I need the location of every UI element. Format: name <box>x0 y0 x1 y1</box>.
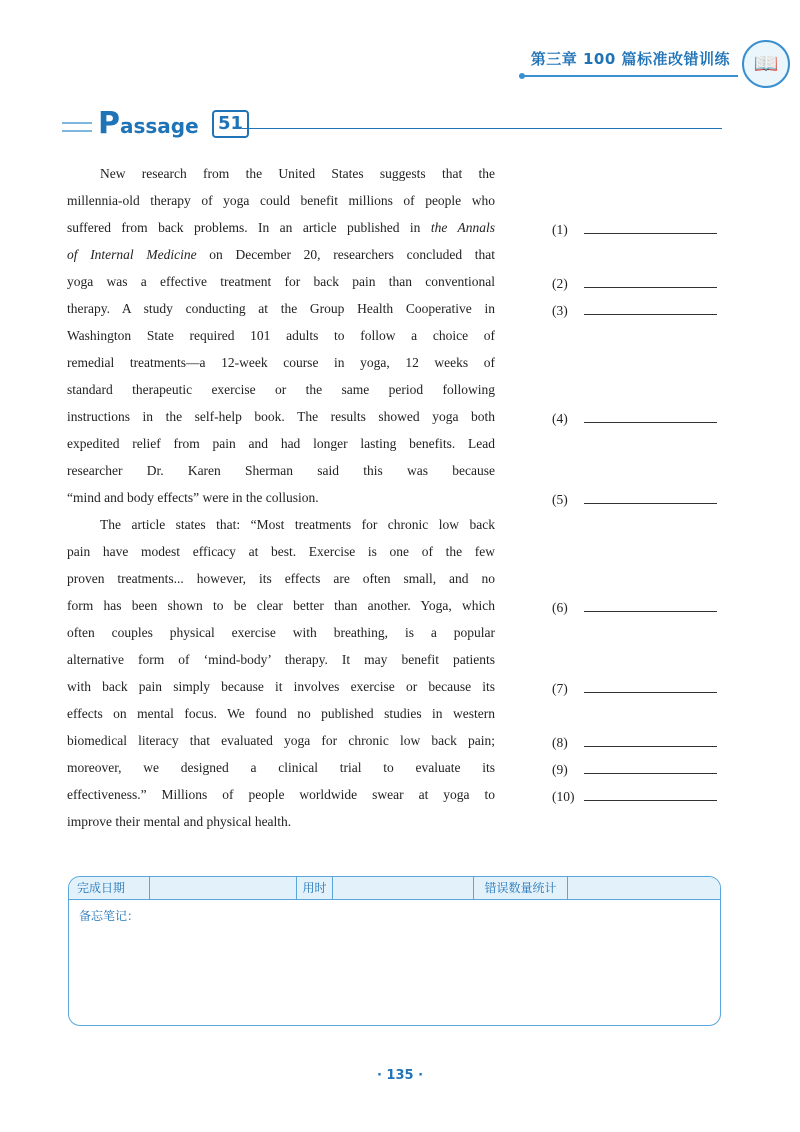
passage-title <box>98 108 199 142</box>
answer-blank-1[interactable]: (1) <box>552 221 717 239</box>
passage-title-rest: assage <box>120 114 199 138</box>
record-header-row <box>69 877 720 900</box>
answer-blank-3[interactable]: (3) <box>552 302 717 320</box>
answer-blank-5[interactable]: (5) <box>552 491 717 509</box>
passage-line: moreover, we designed a clinical trial to evaluate its <box>67 760 495 775</box>
passage-line: “mind and body effects” were in the collusion. <box>67 490 319 505</box>
errors-label: 错误数量统计 <box>473 877 567 899</box>
title-dash <box>62 122 92 132</box>
passage-line: biomedical literacy that evaluated yoga for chronic low back pain; <box>67 733 495 748</box>
passage-line: pain have modest efficacy at best. Exercise is one of the few <box>67 544 495 559</box>
chapter-title: 第三章 100 篇标准改错训练 <box>519 48 738 77</box>
answer-blank-6[interactable]: (6) <box>552 599 717 617</box>
answer-blank-10[interactable]: (10) <box>552 788 717 806</box>
passage-line: often couples physical exercise with breathing, is a popular <box>67 625 495 640</box>
passage-line: yoga was a effective treatment for back pain than conventional <box>67 274 495 289</box>
book-icon: 📖 <box>753 53 779 75</box>
chapter-header <box>519 44 779 80</box>
passage-line: form has been shown to be clear better than another. Yoga, which <box>67 598 495 613</box>
passage-line: therapy. A study conducting at the Group Health Cooperative in <box>67 301 495 316</box>
passage-line: The article states that: “Most treatments for chronic low back <box>100 517 495 532</box>
date-field[interactable] <box>149 877 296 899</box>
passage-line: alternative form of ‘mind-body’ therapy. It may benefit patients <box>67 652 495 667</box>
passage-line: proven treatments... however, its effects are often small, and no <box>67 571 495 586</box>
time-label: 用时 <box>296 877 332 899</box>
passage-line: researcher Dr. Karen Sherman said this was because <box>67 463 495 478</box>
passage-line: remedial treatments—a 12-week course in yoga, 12 weeks of <box>67 355 495 370</box>
passage-line: suffered from back problems. In an article published in the Annals <box>67 220 495 235</box>
passage-line: effectiveness.” Millions of people worldwide swear at yoga to <box>67 787 495 802</box>
passage-line: standard therapeutic exercise or the same period following <box>67 382 495 397</box>
time-field[interactable] <box>332 877 473 899</box>
passage-line: of Internal Medicine on December 20, researchers concluded that <box>67 247 496 262</box>
record-box <box>68 876 721 1026</box>
passage-line: effects on mental focus. We found no published studies in western <box>67 706 495 721</box>
passage-line: expedited relief from pain and had longer lasting benefits. Lead <box>67 436 495 451</box>
chapter-badge <box>742 40 790 88</box>
passage-number: 51 <box>212 110 249 138</box>
passage-line: with back pain simply because it involves exercise or because its <box>67 679 495 694</box>
passage-title-cap: P <box>98 106 120 141</box>
passage-line: Washington State required 101 adults to follow a choice of <box>67 328 495 343</box>
title-rule <box>242 128 722 129</box>
answer-blank-7[interactable]: (7) <box>552 680 717 698</box>
passage-line: millennia-old therapy of yoga could benefit millions of people who <box>67 193 495 208</box>
answer-blank-4[interactable]: (4) <box>552 410 717 428</box>
passage-title-bar <box>62 108 722 144</box>
passage-line: instructions in the self-help book. The results showed yoga both <box>67 409 495 424</box>
answer-blank-9[interactable]: (9) <box>552 761 717 779</box>
errors-field[interactable] <box>567 877 720 899</box>
answer-blank-2[interactable]: (2) <box>552 275 717 293</box>
page-number: · 135 · <box>376 1068 424 1083</box>
passage-line: improve their mental and physical health. <box>67 814 292 829</box>
date-label: 完成日期 <box>77 881 126 895</box>
answer-blank-8[interactable]: (8) <box>552 734 717 752</box>
notes-label: 备忘笔记： <box>79 909 140 923</box>
passage-line: New research from the United States suggests that the <box>100 166 495 181</box>
